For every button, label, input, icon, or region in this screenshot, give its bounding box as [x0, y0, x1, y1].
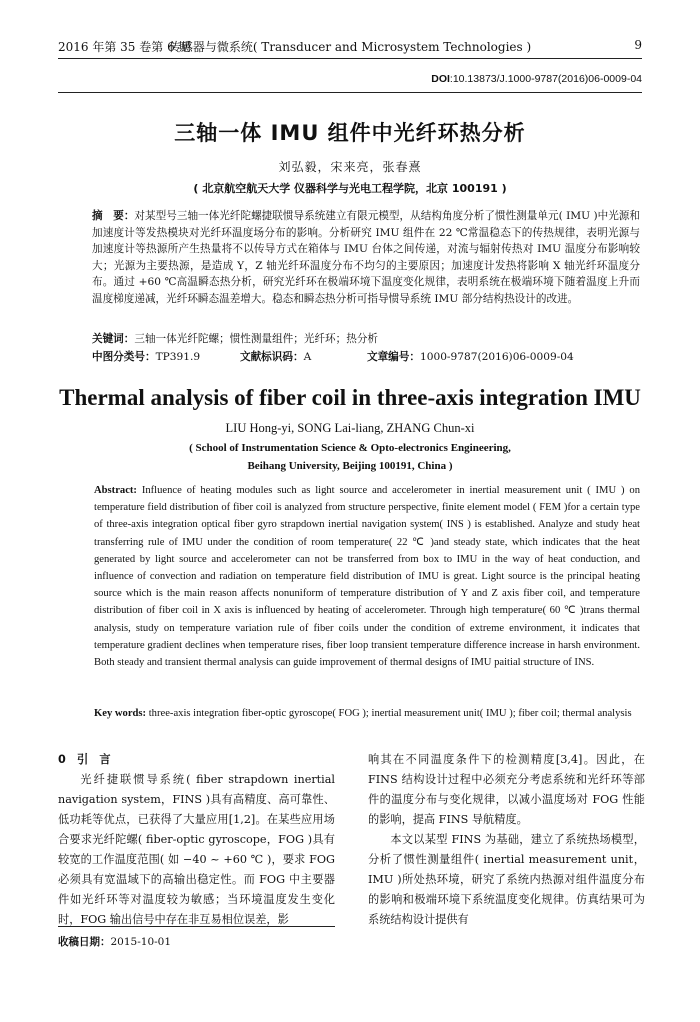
doc-code-label: 文献标识码：	[240, 351, 304, 363]
cn-keywords-label: 关键词：	[92, 333, 135, 345]
cn-keywords-text: 三轴一体光纤陀螺；惯性测量组件；光纤环；热分析	[134, 333, 379, 345]
article-no-label: 文章编号：	[367, 351, 420, 363]
clc-label: 中图分类号：	[92, 351, 156, 363]
cn-authors: 刘弘毅，宋来亮，张春熹	[278, 160, 422, 174]
doi	[431, 73, 642, 85]
received-date-label: 收稿日期：	[58, 936, 111, 948]
cn-affiliation: ( 北京航空航天大学 仪器科学与光电工程学院，北京 100191 )	[193, 182, 507, 195]
en-affiliation-line1: ( School of Instrumentation Science & Opto-electronics Engineering,	[189, 442, 511, 454]
cn-abstract-text: 对某型号三轴一体光纤陀螺捷联惯导系统建立有限元模型，从结构角度分析了惯性测量单元( IMU )中光源和加速度计等发热模块对光纤环温度场分布的影响。分析研究 IMU 组件在 22 ℃常温稳态下的传热规律，表明光源与加速度计等热源所产生热量将不以传导方式在箱体与 IMU 台体之间传递，对流与辐射传热对 IMU 温度分布影响较大；光源为主要热源，是造成 Y，Z 轴光纤环温度分布不均匀的主要原因；加速度计发热将影响 X 轴光纤环温度分布。通过 +60 ℃高温瞬态热分析，研究光纤环在极端环境下温度变化规律，表明系统在极端环境下随着温度上升而温度梯度递减，光纤环瞬态温差增大。稳态和瞬态热分析可指导惯导系统 IMU 部分结构热设计的改进。	[92, 210, 640, 305]
cn-abstract-label: 摘 要：	[92, 210, 135, 222]
received-date	[58, 934, 171, 949]
body-paragraph: 光纤捷联惯导系统( fiber strapdown inertial navigation system，FINS )具有高精度、高可靠性、低功耗等优点，已获得了大量应用[1,2]。在某些应用场合要求光纤陀螺( fiber-optic gyroscope，FOG )具有较宽的工作温度范围( 如 −40 ~ +60 ℃ )，要求 FOG 必须具有宽温域下的高输出稳定性。而 FOG 中主要器件如光纤环等对温度较为敏感；当环境温度发生变化时，FOG 输出信号中存在非互易相位误差，影	[58, 773, 335, 926]
footnote-rule	[58, 926, 335, 927]
body-paragraph: 响其在不同温度条件下的检测精度[3,4]。因此，在 FINS 结构设计过程中必须充分考虑系统和光纤环等部件的温度分布与变化规律，以减小温度场对 FOG 性能的影响，提高 FINS 导航精度。	[368, 753, 645, 826]
cn-title: 三轴一体 IMU 组件中光纤环热分析	[174, 121, 526, 145]
en-authors: LIU Hong-yi, SONG Lai-liang, ZHANG Chun-xi	[225, 421, 475, 435]
page-number: 9	[634, 38, 642, 52]
body-left-column	[58, 750, 335, 930]
article-no-value: 1000-9787(2016)06-0009-04	[419, 351, 574, 363]
en-affiliation-line2: Beihang University, Beijing 100191, China )	[247, 460, 453, 472]
doi-label: DOI	[431, 73, 450, 85]
en-keywords-label: Key words:	[94, 708, 147, 719]
en-abstract-label: Abstract:	[94, 485, 137, 496]
en-abstract	[94, 482, 640, 671]
doc-code-value: A	[303, 351, 312, 363]
en-keywords	[94, 705, 640, 722]
received-date-value: 2015-10-01	[110, 936, 172, 948]
body-right-column	[368, 750, 645, 930]
en-abstract-text: Influence of heating modules such as light source and accelerometer in inertial measurement unit ( IMU ) on temperature field distribution of fiber coil is analyzed from structure perspective, finite element model ( FEM )for a certain type of three-axis integration optical fiber gyro strapdown inertial navigation system( INS ) is established. Analyze and study heat transferring rule of IMU under the condition of room temperature( 22 ℃ )and steady state, which indicates that the heat generated by light source and accelerometer can not be transferred from box to IMU in the way of heat conduction, and influence of convection and radiation on temperature field distribution of IMU is great. Light source is the principal heating source which is the main reason affects nonuniform of temperature distribution of Y and Z axis fiber coil, and temperature distribution of fiber coil in X axis is influenced by heating of accelerometer. Through high temperature( 60 ℃ )trans thermal analysis, study on temperature variation rule of fiber coils under the condition of extreme environment, it indicates that temperature gradient declines when temperature rises, fiber loop transient temperature difference increase in harsh environment. Both steady and transient thermal analysis can guide improvement of thermal designs of IMU paitial structure of INS.	[94, 485, 640, 669]
doi-rule	[58, 92, 642, 93]
clc-value: TP391.9	[155, 351, 201, 363]
cn-keywords	[92, 331, 640, 347]
article-number	[367, 349, 574, 365]
en-keywords-text: three-axis integration fiber-optic gyroscope( FOG ); inertial measurement unit( IMU ); fiber coil; thermal analysis	[146, 708, 632, 719]
clc-number	[92, 349, 200, 365]
journal-name: 传感器与微系统( Transducer and Microsystem Technologies )	[168, 40, 532, 54]
body-paragraph: 本文以某型 FINS 为基础，建立了系统热场模型，分析了惯性测量组件( inertial measurement unit，IMU )所处热环境，研究了系统内热源对组件温度分布的影响和极端环境下系统温度变化规律。仿真结果可为系统结构设计提供有	[368, 833, 645, 926]
header-rule	[58, 58, 642, 59]
doi-value: :10.13873/J.1000-9787(2016)06-0009-04	[449, 73, 642, 85]
en-title: Thermal analysis of fiber coil in three-axis integration IMU	[59, 385, 641, 410]
cn-abstract	[92, 208, 640, 308]
section-heading: 0 引 言	[58, 753, 111, 766]
issue-info: 2016 年第 35 卷第 6 期	[58, 40, 191, 54]
doc-code	[240, 349, 311, 365]
